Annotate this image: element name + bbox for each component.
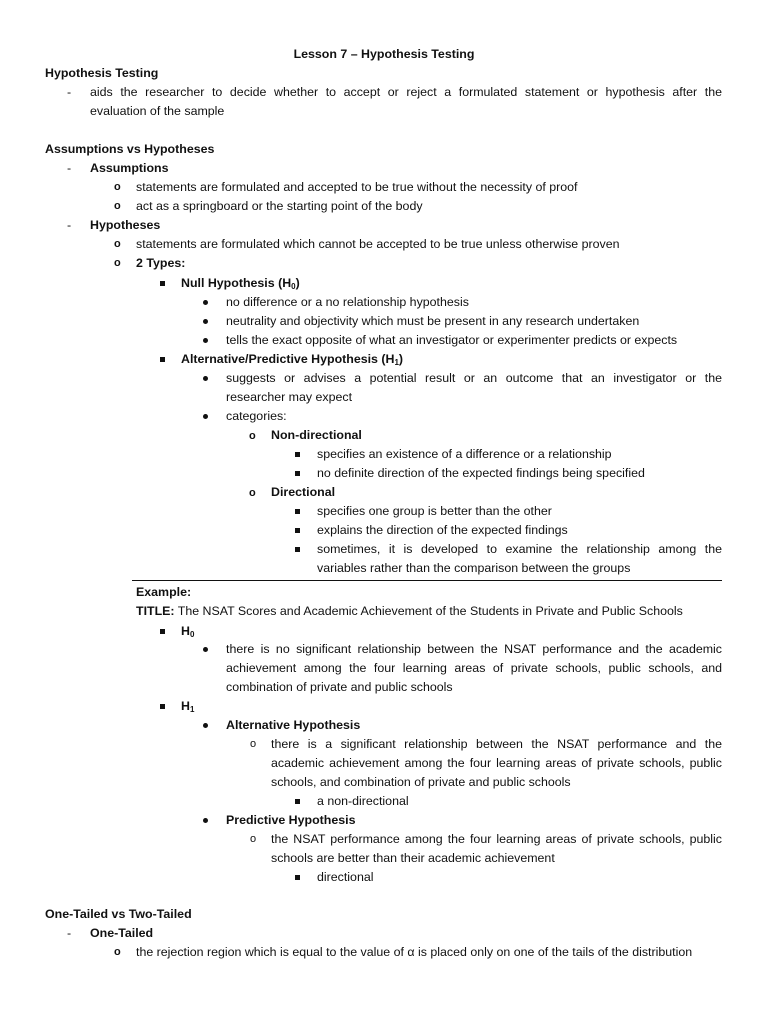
non-directional-item: no definite direction of the expected findings being specified (317, 466, 645, 480)
alt-example-line2: academic achievement among the four learning areas of private schools, public (271, 756, 722, 770)
example-h1-label: $H_1$ (181, 699, 195, 714)
o-bullet: o (250, 833, 257, 845)
dash-bullet: - (67, 218, 72, 232)
null-item: neutrality and objectivity which must be present in any research undertaken (226, 314, 640, 328)
o-bullet: o (114, 200, 121, 212)
dot-bullet (203, 300, 208, 305)
dot-bullet (203, 319, 208, 324)
page-title: Lesson 7 – Hypothesis Testing (293, 47, 475, 61)
pred-example-note: directional (317, 870, 374, 884)
alternative-suggests-line1: suggests or advises a potential result or an outcome that an investigator or the (226, 371, 722, 385)
directional-item: explains the direction of the expected findings (317, 523, 568, 537)
o-bullet: o (250, 738, 257, 750)
dash-bullet: - (67, 926, 72, 940)
o-bullet: o (249, 430, 256, 442)
predictive-hypothesis-example-label: Predictive Hypothesis (226, 813, 356, 827)
categories-label: categories: (226, 409, 287, 423)
dot-bullet (203, 723, 208, 728)
dot-bullet (203, 647, 208, 652)
directional-label: Directional (271, 485, 336, 499)
assumptions-label: Assumptions (90, 161, 169, 175)
example-divider (132, 580, 722, 581)
square-bullet (160, 357, 165, 362)
non-directional-item: specifies an existence of a difference or a relationship (317, 447, 612, 461)
null-item: tells the exact opposite of what an investigator or experimenter predicts or expects (226, 333, 678, 347)
null-item: no difference or a no relationship hypothesis (226, 295, 469, 309)
heading-hypothesis-testing: Hypothesis Testing (45, 66, 159, 80)
square-bullet (295, 547, 300, 552)
example-h0-line2: achievement among the four learning areas of private schools, public schools, and (226, 661, 722, 675)
directional-item: specifies one group is better than the other (317, 504, 552, 518)
non-directional-label: Non-directional (271, 428, 362, 442)
dot-bullet (203, 818, 208, 823)
assumption-item: act as a springboard or the starting point of the body (136, 199, 423, 213)
alternative-suggests-line2: researcher may expect (226, 390, 353, 404)
square-bullet (295, 452, 300, 457)
o-bullet: o (249, 487, 256, 499)
example-title: TITLE: The NSAT Scores and Academic Achievement of the Students in Private and Public Schools (136, 604, 683, 618)
one-tailed-label: One-Tailed (90, 926, 154, 940)
dot-bullet (203, 376, 208, 381)
hypotheses-item: statements are formulated which cannot be accepted to be true unless otherwise proven (136, 237, 620, 251)
alt-example-note: a non-directional (317, 794, 409, 808)
o-bullet: o (114, 946, 121, 958)
dot-bullet (203, 338, 208, 343)
directional-item-line2: variables rather than the comparison between the groups (317, 561, 631, 575)
two-types-label: 2 Types: (136, 256, 186, 270)
example-h0-line1: there is no significant relationship between the NSAT performance and the academic (226, 642, 722, 656)
hypothesis-testing-desc-line1: aids the researcher to decide whether to accept or reject a formulated statement or hypothesis after the (90, 85, 722, 99)
o-bullet: o (114, 181, 121, 193)
square-bullet (160, 629, 165, 634)
heading-one-vs-two-tailed: One-Tailed vs Two-Tailed (45, 907, 192, 921)
dash-bullet: - (67, 161, 72, 175)
alternative-hypothesis-example-label: Alternative Hypothesis (226, 718, 361, 732)
dot-bullet (203, 414, 208, 419)
square-bullet (160, 704, 165, 709)
dash-bullet: - (67, 85, 72, 99)
pred-example-line2: schools are better than their academic achievement (271, 851, 555, 865)
square-bullet (295, 471, 300, 476)
alternative-hypothesis-label: Alternative/Predictive Hypothesis $(H_1)$ (181, 352, 404, 367)
example-h0-label: $H_0$ (181, 624, 195, 639)
square-bullet (295, 528, 300, 533)
o-bullet: o (114, 238, 121, 250)
o-bullet: o (114, 257, 121, 269)
square-bullet (295, 799, 300, 804)
hypotheses-label: Hypotheses (90, 218, 161, 232)
square-bullet (160, 281, 165, 286)
assumption-item: statements are formulated and accepted to be true without the necessity of proof (136, 180, 578, 194)
heading-assumptions-vs-hypotheses: Assumptions vs Hypotheses (45, 142, 215, 156)
hypothesis-testing-desc-line2: evaluation of the sample (90, 104, 225, 118)
square-bullet (295, 509, 300, 514)
square-bullet (295, 875, 300, 880)
alt-example-line1: there is a significant relationship between the NSAT performance and the (271, 737, 722, 751)
directional-item-line1: sometimes, it is developed to examine the relationship among the (317, 542, 722, 556)
pred-example-line1: the NSAT performance among the four learning areas of private schools, public (271, 832, 722, 846)
alt-example-line3: schools, and combination of private and public schools (271, 775, 571, 789)
null-hypothesis-label: Null Hypothesis $(H_0)$ (181, 276, 300, 291)
one-tailed-item: the rejection region which is equal to the value of α is placed only on one of the tails of the distribution (136, 945, 693, 959)
example-h0-line3: combination of private and public schools (226, 680, 453, 694)
example-label: Example: (136, 585, 192, 599)
